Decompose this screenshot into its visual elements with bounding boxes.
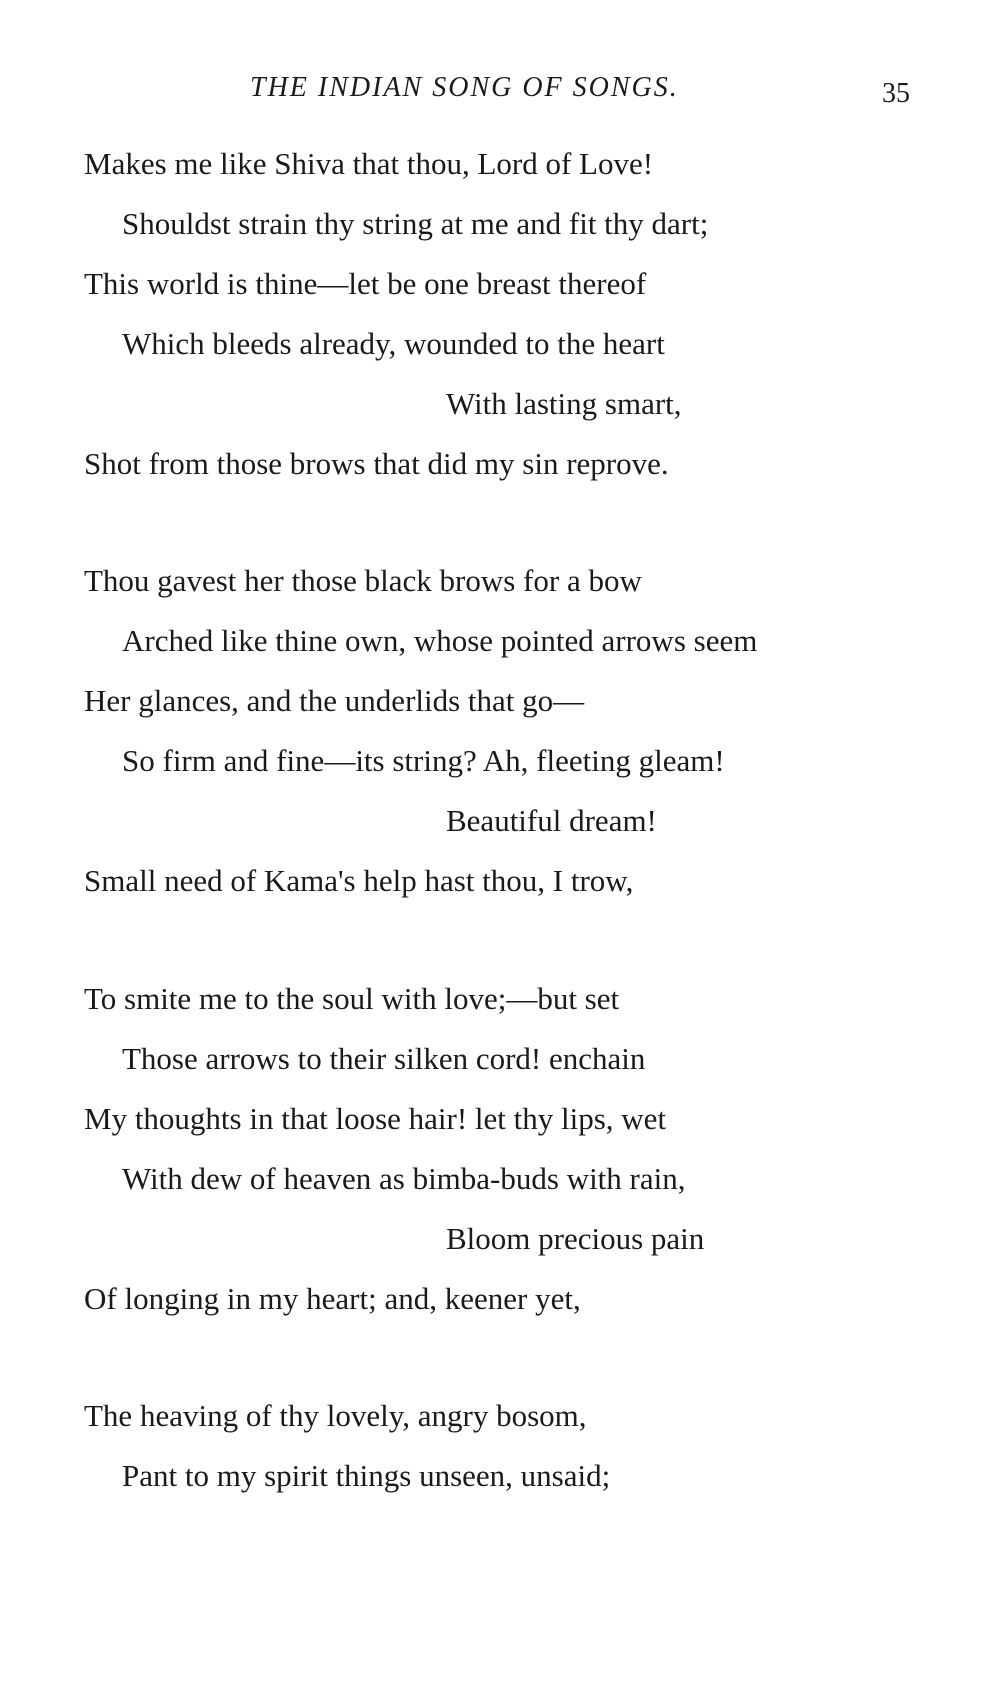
poem-line: My thoughts in that loose hair! let thy lips, wet — [84, 1101, 667, 1136]
poem-line: Beautiful dream! — [446, 803, 657, 838]
poem-line: With lasting smart, — [446, 386, 682, 421]
poem-line: Shouldst strain thy string at me and fit thy dart; — [122, 206, 709, 241]
poem-line: Those arrows to their silken cord! enchain — [122, 1041, 646, 1076]
poem-line: To smite me to the soul with love;—but set — [84, 981, 620, 1016]
poem-line: Thou gavest her those black brows for a bow — [84, 563, 642, 598]
running-title: THE INDIAN SONG OF SONGS. — [250, 72, 679, 103]
poem-line: Of longing in my heart; and, keener yet, — [84, 1281, 581, 1316]
poem-line: With dew of heaven as bimba-buds with rain, — [122, 1161, 686, 1196]
poem-line: The heaving of thy lovely, angry bosom, — [84, 1398, 587, 1433]
page-number: 35 — [882, 78, 910, 109]
poem-line: Small need of Kama's help hast thou, I trow, — [84, 863, 634, 898]
poem-line: Bloom precious pain — [446, 1221, 705, 1256]
poem-line: Makes me like Shiva that thou, Lord of Love! — [84, 146, 654, 181]
poem-line: Which bleeds already, wounded to the heart — [122, 326, 665, 361]
poem-line: Shot from those brows that did my sin reprove. — [84, 446, 669, 481]
poem-line: Her glances, and the underlids that go— — [84, 683, 585, 718]
poem-line: So firm and fine—its string? Ah, fleeting gleam! — [122, 743, 725, 778]
poem-line: This world is thine—let be one breast thereof — [84, 266, 647, 301]
poem-line: Arched like thine own, whose pointed arrows seem — [122, 623, 758, 658]
poem-line: Pant to my spirit things unseen, unsaid; — [122, 1458, 611, 1493]
